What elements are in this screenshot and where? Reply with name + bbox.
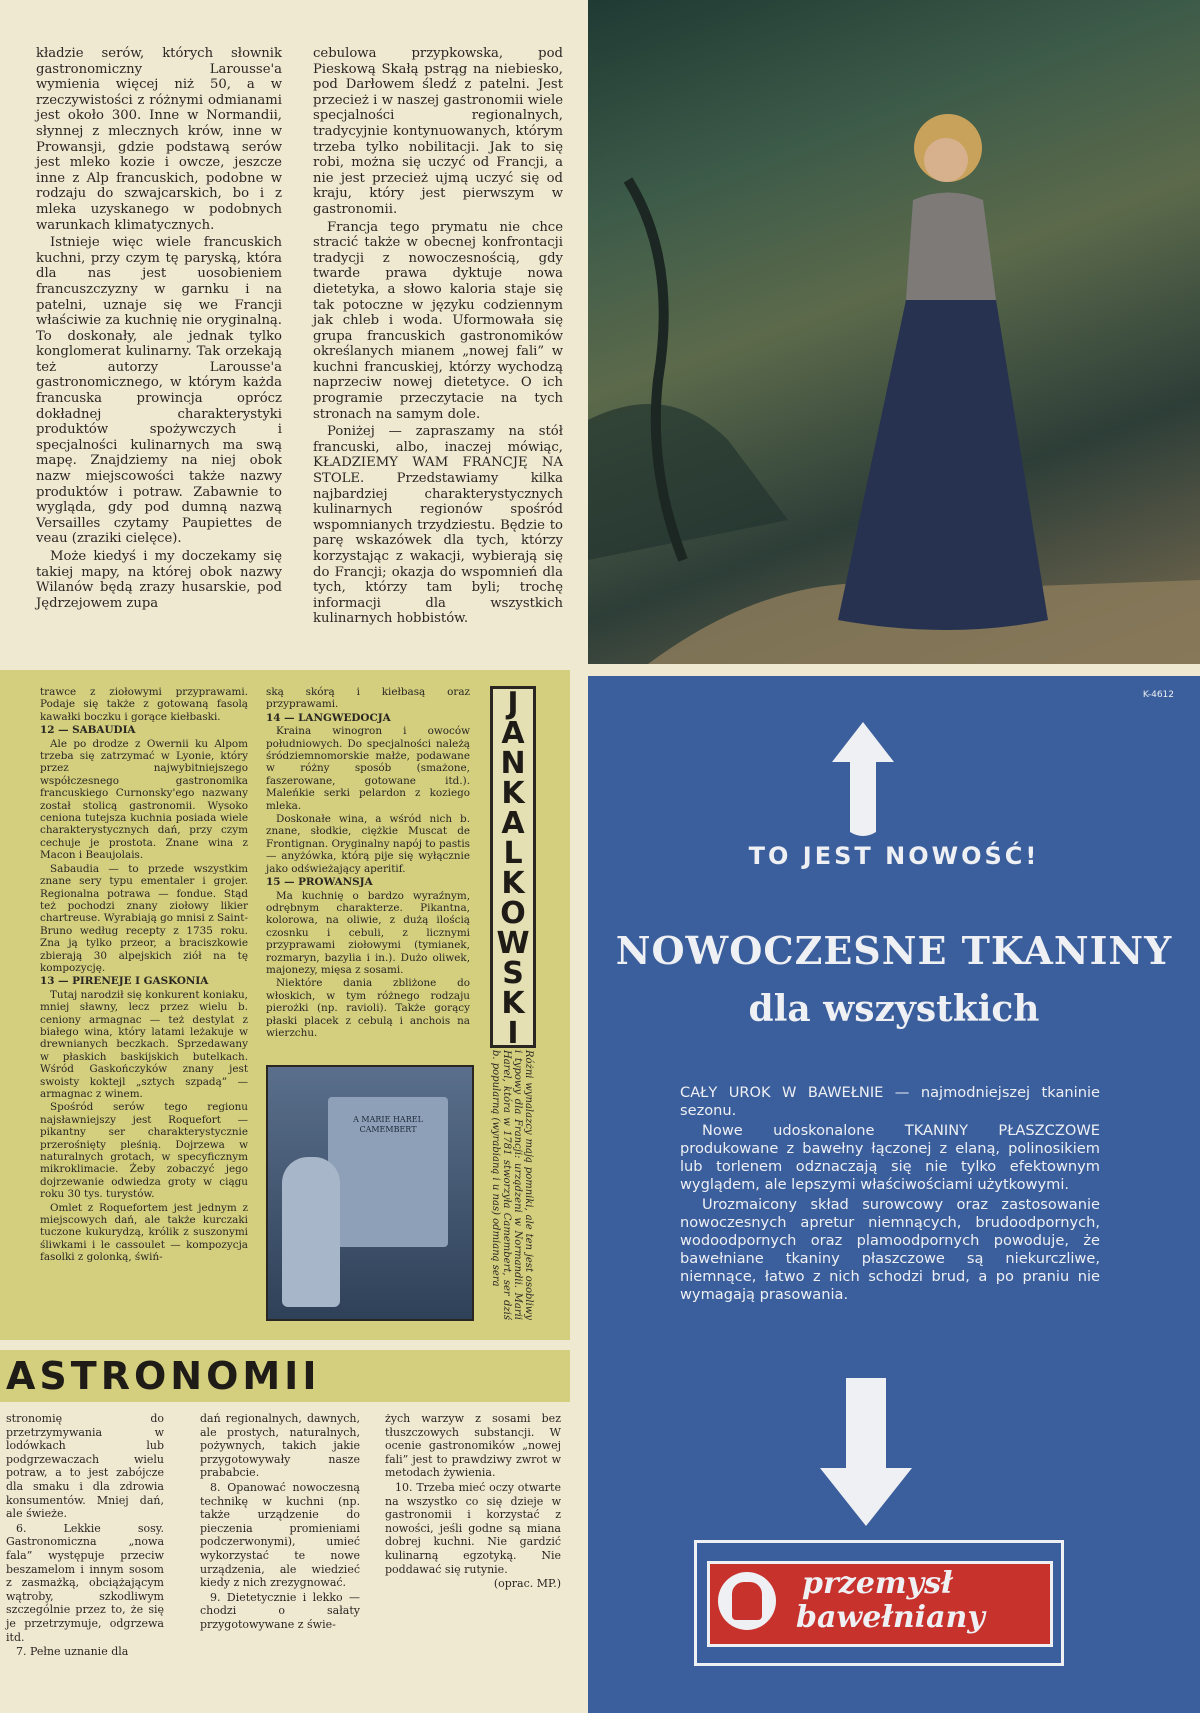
- paragraph: Istnieje więc wiele francuskich kuchni, przy czym tę paryską, która dla nas jest uosobieniem francuszczyzny w garnku i na patelni, uznaje się we Francji właściwie za kuchnię nie oryginalną. To doskonały, ale jednak tylko konglomerat kulinarny. Tak orzekają też autorzy Larousse'a gastronomicznego, w którym każda francuska prowincja oprócz dokładnej charakterystyki produktów spożywczych i specjalności kulinarnych ma swą mapę. Znajdziemy na niej obok nazw miejscowości także nazwy produktów i potraw. Zabawnie to wygląda, gdy pod dumną nazwą Versailles czytamy Paupiettes de veau (zraziki cielęce).: [36, 235, 282, 547]
- ad-paragraph: Nowe udoskonalone TKANINY PŁASZCZOWE produkowane z bawełny łączonej z elaną, polinosikiem lub torlenem odznaczają się nie tylko efektownym wyglądem, ale lepszymi właściwościami użytkowymi.: [680, 1122, 1100, 1193]
- regions-column-right: [266, 686, 470, 1040]
- ad-code: K-4612: [1142, 690, 1174, 700]
- author-letter: N: [500, 746, 526, 781]
- paragraph: Francja tego prymatu nie chce stracić także w obecnej konfrontacji tradycji z nowoczesnością, gdy twarde prawa dyktuje nowa dietetyka, a słowo kaloria staje się tak potoczne w języku codziennym jak chleb i woda. Uformowała się grupa francuskich gastronomików określanych mianem „nowej fali” w kuchni francuskiej, którzy wychodzą naprzeciw nowej dietetyce. O ich programie przeczytacie na tych stronach na samym dole.: [313, 219, 563, 422]
- advertisement: [588, 676, 1200, 1713]
- ad-paragraph: Urozmaicony skład surowcowy oraz zastosowanie nowoczesnych apretur niemnących, brudoodpornych, wodoodpornych oraz plamoodpornych powoduje, że bawełniane tkaniny płaszczowe są niekurczliwe, niemnące, łatwo z nich schodzi brud, a po praniu nie wymagają prasowania.: [680, 1196, 1100, 1303]
- bottom-paragraph: stronomię do przetrzymywania w lodówkach lub podgrzewaczach wielu potraw, a to jest zabójcze dla smaku i dla zdrowia konsumentów. Mniej dań, ale świeże.: [6, 1412, 164, 1521]
- arrow-up-icon: [828, 722, 898, 842]
- article-column-2: [313, 46, 563, 629]
- paragraph: Poniżej — zapraszamy na stół francuski, albo, inaczej mówiąc, KŁADZIEMY WAM FRANCJĘ NA STOLE. Przedstawiamy kilka najbardziej charakterystycznych kulinarnych regionów spośród wspomnianych trzydziestu. Będzie to parę wskazówek dla tych, którzy korzystając z wakacji, wybierają się do Francji; okazja do wspomnień dla tych, którzy tam byli; trochę informacji dla wszystkich kulinarnych hobbistów.: [313, 424, 563, 627]
- region-paragraph: Sabaudia — to przede wszystkim znane sery typu ementaler i grojer. Regionalna potrawa — fondue. Stąd też pochodzi znany ziołowy likier chartreuse. Wyrabiają go mnisi z Saint-Bruno według recepty z 1735 roku. Zna ją tylko przeor, a braciszkowie zbierają 30 alpejskich ziół na tę kompozycję.: [40, 862, 248, 974]
- arrow-down-icon: [816, 1378, 916, 1528]
- region-heading: 14 — LANGWEDOCJA: [266, 711, 391, 724]
- ad-logo-inner: [707, 1561, 1053, 1647]
- region-heading: 13 — PIRENEJE I GASKONIA: [40, 975, 209, 988]
- monument-plaque-text: A MARIE HAREL CAMEMBERT: [353, 1115, 423, 1134]
- bottom-paragraph: (oprac. MP.): [493, 1577, 561, 1591]
- region-heading: 12 — SABAUDIA: [40, 724, 136, 737]
- author-letter: O: [500, 896, 526, 931]
- monument-photo: [266, 1065, 474, 1321]
- logo-text-line-1: przemysł: [802, 1566, 953, 1601]
- article-column-1: [36, 46, 282, 613]
- author-name-vertical: [490, 686, 536, 1051]
- ad-logo-frame: [694, 1540, 1064, 1666]
- logo-text-line-2: bawełniany: [796, 1600, 985, 1635]
- region-paragraph: Spośród serów tego regionu najsławniejszy jest Roquefort — pikantny ser charakterystycznie przerośnięty pleśnią. Dojrzewa w naturalnych grotach, w specyficznym mikroklimacie. Żeby zobaczyć jego dojrzewanie odwiedza groty w ciągu roku 30 tys. turystów.: [40, 1101, 248, 1201]
- region-paragraph: ską skórą i kiełbasą oraz przyprawami.: [266, 686, 470, 711]
- author-letter: W: [496, 926, 530, 961]
- bottom-column-3: [385, 1412, 561, 1592]
- author-letter: L: [503, 836, 523, 871]
- region-paragraph: trawce z ziołowymi przyprawami. Podaje się także z gotowaną fasolą kawałki boczku i gorące kiełbaski.: [40, 686, 248, 723]
- logo-badge-mark: [732, 1582, 762, 1620]
- region-paragraph: Omlet z Roquefortem jest jednym z miejscowych dań, ale także kurczaki tuczone kukurydzą, królik z suszonymi śliwkami i le cassoulet — kompozycja fasolki z golonką, świń-: [40, 1201, 248, 1264]
- bottom-paragraph: dań regionalnych, dawnych, ale prostych, naturalnych, pożywnych, takich jakie przygotowywały nasze prababcie.: [200, 1412, 360, 1480]
- region-paragraph: Doskonałe wina, a wśród nich b. znane, słodkie, ciężkie Muscat de Frontignan. Oryginalny napój to pastis — anyżówka, którą pije się wyłącznie jako odświeżający aperitif.: [266, 813, 470, 875]
- region-paragraph: Niektóre dania zbliżone do włoskich, w tym różnego rodzaju pierożki (np. ravioli). Także gorący płaski placek z cebulą i anchois na wierzchu.: [266, 977, 470, 1039]
- section-banner: [0, 1350, 570, 1402]
- region-paragraph: Kraina winogron i owoców południowych. Do specjalności należą śródziemnomorskie małże, podawane w różny sposób (smażone, faszerowane, gotowane itd.). Maleńkie serki pelardon z koziego mleka.: [266, 725, 470, 812]
- paragraph: cebulowa przypkowska, pod Pieskową Skałą pstrąg na niebiesko, pod Darłowem śledź z patelni. Jest przecież i w naszej gastronomii wiele specjalności regionalnych, tradycyjnie kontynuowanych, którym trzeba tylko nobilitacji. Jak to się robi, można się uczyć od Francji, a nie jest przecież ujmą uczyć się od kraju, który jest pierwszym w gastronomii.: [313, 46, 563, 217]
- ad-body: [680, 1084, 1100, 1306]
- author-letter: K: [501, 776, 525, 811]
- bottom-paragraph: 7. Pełne uznanie dla: [16, 1645, 129, 1659]
- bottom-column-1: [6, 1412, 164, 1660]
- paragraph: Może kiedyś i my doczekamy się takiej mapy, na której obok nazwy Wilanów będą zrazy husarskie, pod Jędrzejowem zupa: [36, 549, 282, 611]
- fashion-photo: [588, 0, 1200, 664]
- region-heading: 15 — PROWANSJA: [266, 876, 373, 889]
- author-letter: A: [501, 716, 525, 751]
- section-banner-title: ASTRONOMII: [6, 1354, 321, 1398]
- ad-headline: NOWOCZESNE TKANINY: [615, 928, 1173, 973]
- ad-kicker: TO JEST NOWOŚĆ!: [748, 842, 1040, 870]
- author-letter: K: [501, 866, 525, 901]
- bottom-paragraph: 10. Trzeba mieć oczy otwarte na wszystko co się dzieje w gastronomii i korzystać z nowości, jeśli godne są miana dobrej kuchni. Nie gardzić kulinarną egzotyką. Nie poddawać się rutynie.: [385, 1480, 561, 1576]
- bottom-paragraph: żych warzyw z sosami bez tłuszczowych substancji. W ocenie gastronomików „nowej fali” jest to prawdziwy zwrot w metodach żywienia.: [385, 1412, 561, 1480]
- ad-paragraph: CAŁY UROK W BAWEŁNIE — najmodniejszej tkaninie sezonu.: [680, 1084, 1100, 1119]
- bottom-paragraph: 8. Opanować nowoczesną technikę w kuchni (np. także urządzenie do pieczenia promieniami podczerwonymi), umieć wykorzystać te nowe urządzenia, ale wiedzieć kiedy z nich zrezygnować.: [200, 1480, 360, 1590]
- author-letter: A: [501, 806, 525, 841]
- author-letter: S: [502, 956, 524, 991]
- region-paragraph: Tutaj narodził się konkurent koniaku, mniej sławny, lecz przez wielu b. ceniony armagnac — też destylat z białego wina, który latami leżakuje w drewnianych beczkach. Sprzedawany w płaskich baskijskich butelkach. Wśród Gaskończyków znany jest swoisty koktejl „sztych szpadą” — armagnac z winem.: [40, 988, 248, 1100]
- regions-column-left: [40, 686, 248, 1265]
- bottom-column-2: [200, 1412, 360, 1633]
- author-letter: K: [501, 986, 525, 1021]
- monument-caption: [478, 1050, 534, 1320]
- bottom-paragraph: 6. Lekkie sosy. Gastronomiczna „nowa fala” występuje przeciw beszamelom i innym sosom z zasmażką, obciążającym wątroby, szkodliwym szczególnie przez to, że się je przetrzymuje, odgrzewa itd.: [6, 1521, 164, 1644]
- fashion-photo-illustration: [588, 0, 1200, 664]
- author-letter: I: [507, 1016, 519, 1051]
- monument-figure: [282, 1157, 340, 1307]
- ad-subheadline: dla wszystkich: [748, 988, 1040, 1030]
- bottom-paragraph: 9. Dietetycznie i lekko — chodzi o sałaty przygotowywane z świe-: [200, 1590, 360, 1631]
- region-paragraph: Ale po drodze z Owernii ku Alpom trzeba się zatrzymać w Lyonie, który przez najwybitniejszego współczesnego gastronomika francuskiego Curnonsky'ego nazwany został stolicą gastronomii. Wysoko ceniona tutejsza kuchnia posiada wiele charakterystycznych dań, przy czym cechuje je prostota. Znane wina z Macon i Beaujolais.: [40, 737, 248, 862]
- paragraph: kładzie serów, których słownik gastronomiczny Larousse'a wymienia więcej niż 50, a w rzeczywistości z różnymi odmianami jest około 300. Inne w Normandii, słynnej z mlecznych krów, inne w Prowansji, gdzie podstawą serów jest mleko kozie i owcze, jeszcze inne z Alp francuskich, podobne w rodzaju do szwajcarskich, bo i z mleka uzyskanego w podobnych warunkach klimatycznych.: [36, 46, 282, 233]
- author-letter: J: [507, 686, 519, 721]
- monument-caption-text: Różni wynalazcy mają pomniki, ale ten jest osobliwy i typowy dla Francji: urządzeni w Normandii. Marii Harel, która w 1781 stworzyła Camembert, ser dziś b. popularną (wyrabianą i u nas) odmianą sera: [490, 1050, 534, 1320]
- logo-badge-icon: [718, 1572, 776, 1630]
- region-paragraph: Ma kuchnię o bardzo wyraźnym, odrębnym charakterze. Pikantna, kolorowa, na oliwie, z dużą ilością czosnku i cebuli, z licznymi przyprawami ziołowymi (tymianek, rozmaryn, bazylia i in.). Dużo oliwek, majonezy, mięsa z sosami.: [266, 889, 470, 976]
